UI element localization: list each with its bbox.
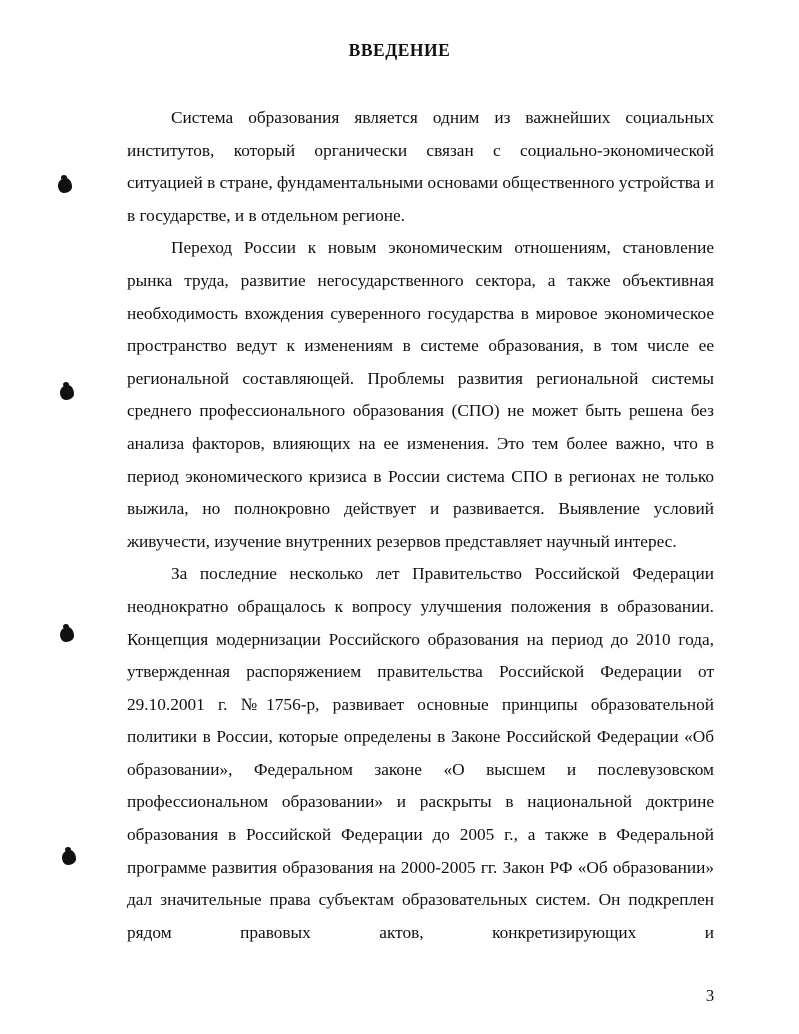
binding-hole-mark [62,850,76,865]
page-number: 3 [705,986,715,1005]
paragraph-1: Система образования является одним из важнейших социальных институтов, который органически связан с социально-экономической ситуацией в стране, фундаментальными основами общественного устройства и в государстве, и в отдельном регионе. [127,108,714,225]
binding-hole-mark [60,385,74,400]
binding-hole-mark [60,627,74,642]
binding-hole-mark [58,178,72,193]
paragraph-3: За последние несколько лет Правительство Российской Федерации неоднократно обращалось к вопросу улучшения положения в образовании. Концепция модернизации Российского образования на период до 2010 года, утвержденная распоряжением правительства Российской Федерации от 29.10.2001 г. №1756-р, развивает основные принципы образовательной политики в России, которые определены в Законе Российской Федерации «Об образовании», Федеральном законе «О высшем и послевузовском профессиональном образовании» и раскрыты в национальной доктрине образования в Российской Федерации до 2005 г., а также в Федеральной программе развития образования на 2000-2005 гг. Закон РФ «Об образовании» дал значительные права субъектам образовательных систем. Он подкреплен рядом правовых актов, конкретизирующих и [127,564,714,942]
paragraph-2: Переход России к новым экономическим отношениям, становление рынка труда, развитие негосударственного сектора, а также объективная необходимость вхождения суверенного государства в мировое экономическое пространство ведут к изменениям в системе образования, в том числе ее региональной составляющей. Проблемы развития региональной системы среднего профессионального образования (СПО) не может быть решена без анализа факторов, влияющих на ее изменения. Это тем более важно, что в период экономического кризиса в России система СПО в регионах не только выжила, но полнокровно действует и развивается. Выявление условий живучести, изучение внутренних резервов представляет научный интерес. [127,238,714,551]
document-body [127,102,714,949]
page-title: ВВЕДЕНИЕ [348,40,451,60]
